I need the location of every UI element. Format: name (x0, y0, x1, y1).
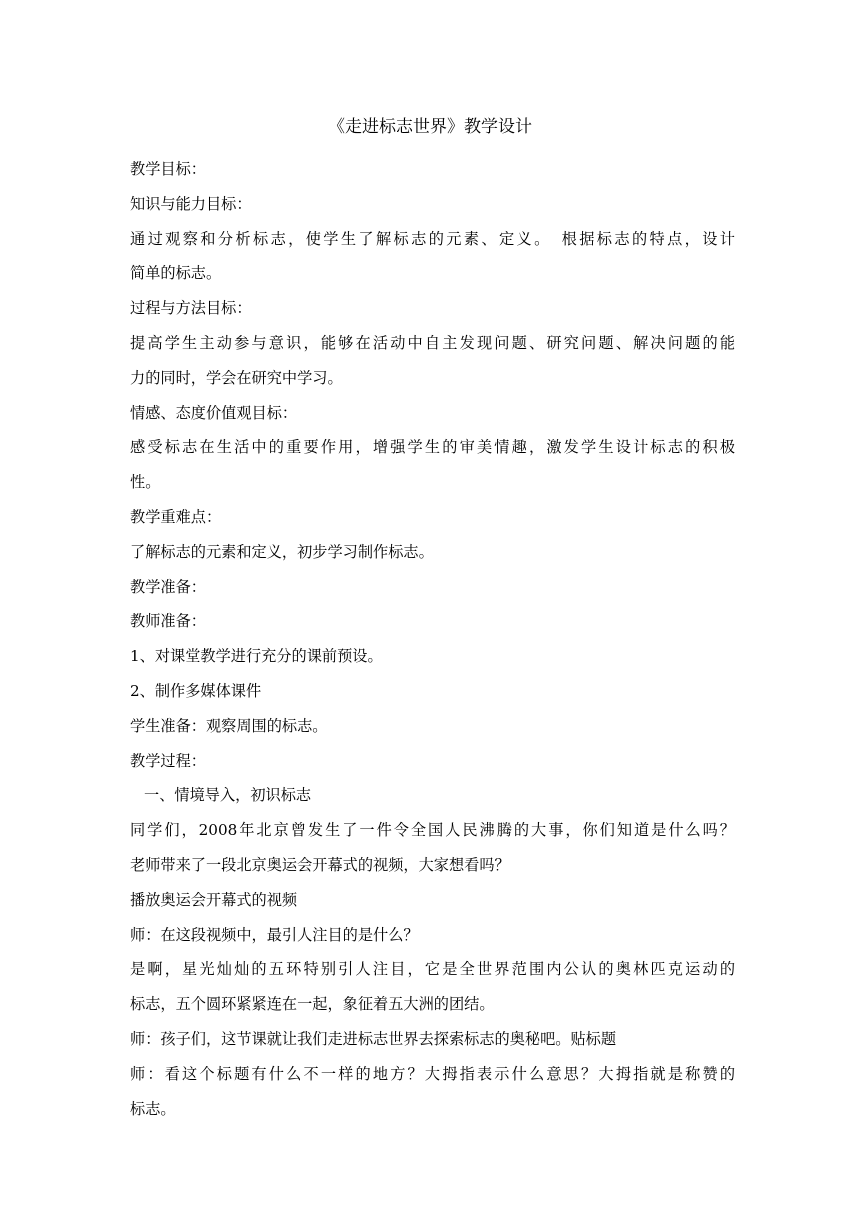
paragraph-line: 力的同时，学会在研究中学习。 (130, 368, 343, 387)
list-item: 1、对课堂教学进行充分的课前预设。 (130, 647, 383, 666)
subheading-knowledge-ability: 知识与能力目标： (130, 194, 252, 213)
section-heading-teaching-process: 教学过程： (130, 751, 206, 770)
paragraph-line: 标志，五个圆环紧紧连在一起，象征着五大洲的团结。 (130, 995, 495, 1014)
subheading-situation-intro: 一、情境导入，初识标志 (144, 786, 312, 805)
paragraph-line: 感受标志在生活中的重要作用，增强学生的审美情趣，激发学生设计标志的积极 (130, 438, 735, 457)
paragraph-line: 通过观察和分析标志，使学生了解标志的元素、定义。 根据标志的特点，设计 (130, 229, 735, 248)
student-preparation-line: 学生准备：观察周围的标志。 (130, 716, 328, 735)
section-heading-key-points: 教学重难点： (130, 507, 222, 526)
paragraph-line: 师：在这段视频中，最引人注目的是什么？ (130, 925, 419, 944)
subheading-teacher-preparation: 教师准备： (130, 612, 206, 631)
section-heading-teaching-goals: 教学目标： (130, 160, 206, 178)
section-heading-preparation: 教学准备： (130, 577, 206, 596)
paragraph-line: 了解标志的元素和定义，初步学习制作标志。 (130, 542, 434, 561)
paragraph-line: 是啊，星光灿灿的五环特别引人注目，它是全世界范围内公认的奥林匹克运动的 (130, 960, 735, 979)
list-item: 2、制作多媒体课件 (130, 681, 262, 700)
document-body (130, 152, 735, 1126)
paragraph-line: 标志。 (130, 1099, 176, 1118)
paragraph-line: 提高学生主动参与意识，能够在活动中自主发现问题、研究问题、解决问题的能 (130, 333, 735, 352)
subheading-emotion-values: 情感、态度价值观目标： (130, 403, 298, 422)
paragraph-line: 简单的标志。 (130, 264, 222, 283)
paragraph-line: 师：孩子们，这节课就让我们走进标志世界去探索标志的奥秘吧。贴标题 (130, 1029, 616, 1048)
paragraph-line: 师：看这个标题有什么不一样的地方？大拇指表示什么意思？大拇指就是称赞的 (130, 1064, 735, 1083)
paragraph-line: 老师带来了一段北京奥运会开幕式的视频，大家想看吗？ (130, 855, 510, 874)
document-title: 《走进标志世界》教学设计 (328, 117, 532, 137)
paragraph-line: 播放奥运会开幕式的视频 (130, 890, 298, 909)
subheading-process-method: 过程与方法目标： (130, 299, 252, 318)
paragraph-line: 同学们，2008年北京曾发生了一件令全国人民沸腾的大事，你们知道是什么吗？ (130, 821, 735, 840)
paragraph-line: 性。 (130, 473, 161, 492)
